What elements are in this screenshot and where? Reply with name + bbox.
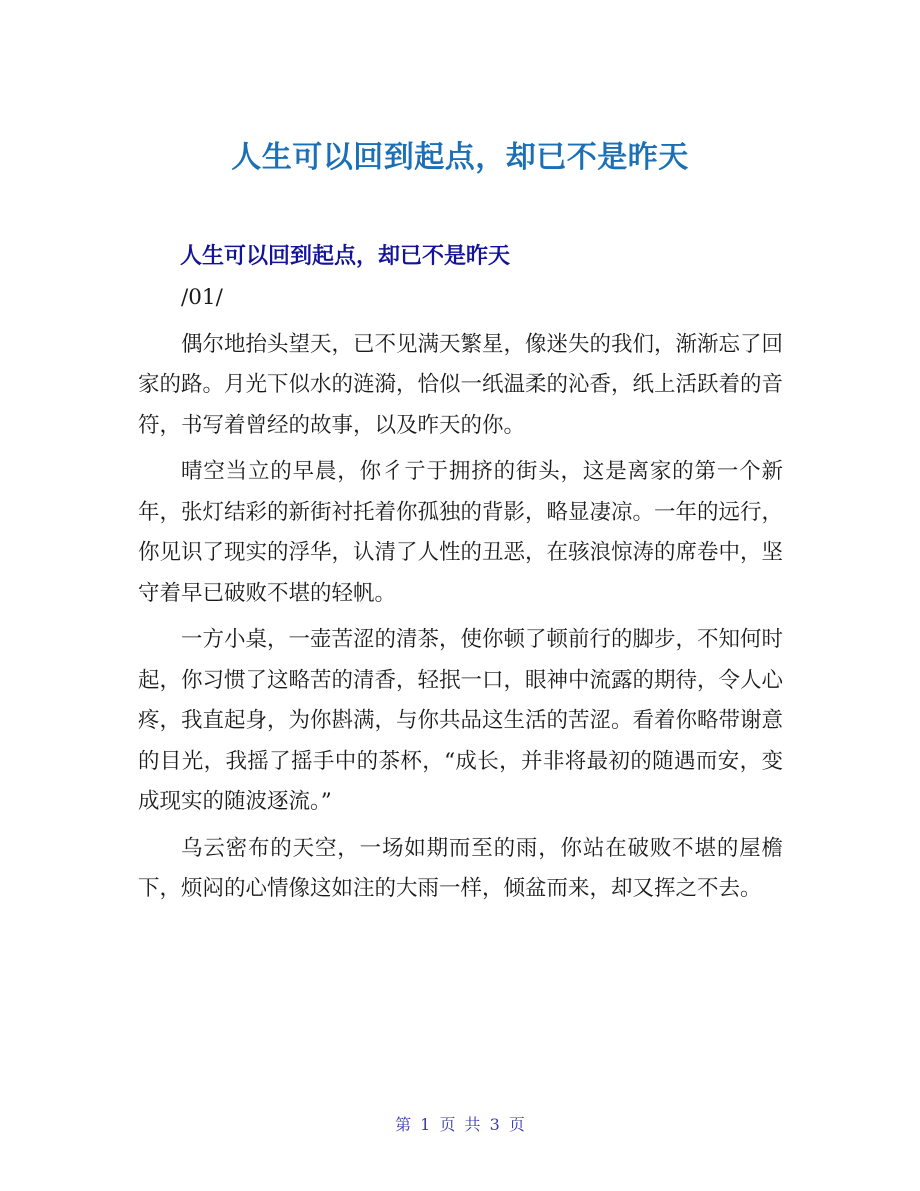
page-footer: 第 1 页 共 3 页 <box>395 1115 525 1134</box>
section-heading: 人生可以回到起点，却已不是昨天 <box>180 244 511 270</box>
paragraph-2: 晴空当立的早晨，你彳亍于拥挤的街头，这是离家的第一个新年，张灯结彩的新街衬托着你孤独的背影，略显凄凉。一年的远行，你见识了现实的浮华，认清了人性的丑恶，在骇浪惊涛的席卷中，坚守着早已破败不堪的轻帆。 <box>138 459 784 606</box>
paragraph-1: 偶尔地抬头望天，已不见满天繁星，像迷失的我们，渐渐忘了回家的路。月光下似水的涟漪，恰似一纸温柔的沁香，纸上活跃着的音符，书写着曾经的故事，以及昨天的你。 <box>138 331 784 438</box>
paragraph-4: 乌云密布的天空，一场如期而至的雨，你站在破败不堪的屋檐下，烦闷的心情像这如注的大雨一样，倾盆而来，却又挥之不去。 <box>138 835 783 901</box>
document-body <box>138 278 783 916</box>
section-marker: /01/ <box>181 285 223 310</box>
document-title: 人生可以回到起点，却已不是昨天 <box>231 140 689 176</box>
paragraph-3: 一方小桌，一壶苦涩的清茶，使你顿了顿前行的脚步，不知何时起，你习惯了这略苦的清香，轻抿一口，眼神中流露的期待，令人心疼，我直起身，为你斟满，与你共品这生活的苦涩。看着你略带谢意的目光，我摇了摇手中的茶杯，“成长，并非将最初的随遇而安，变成现实的随波逐流。” <box>138 627 784 814</box>
